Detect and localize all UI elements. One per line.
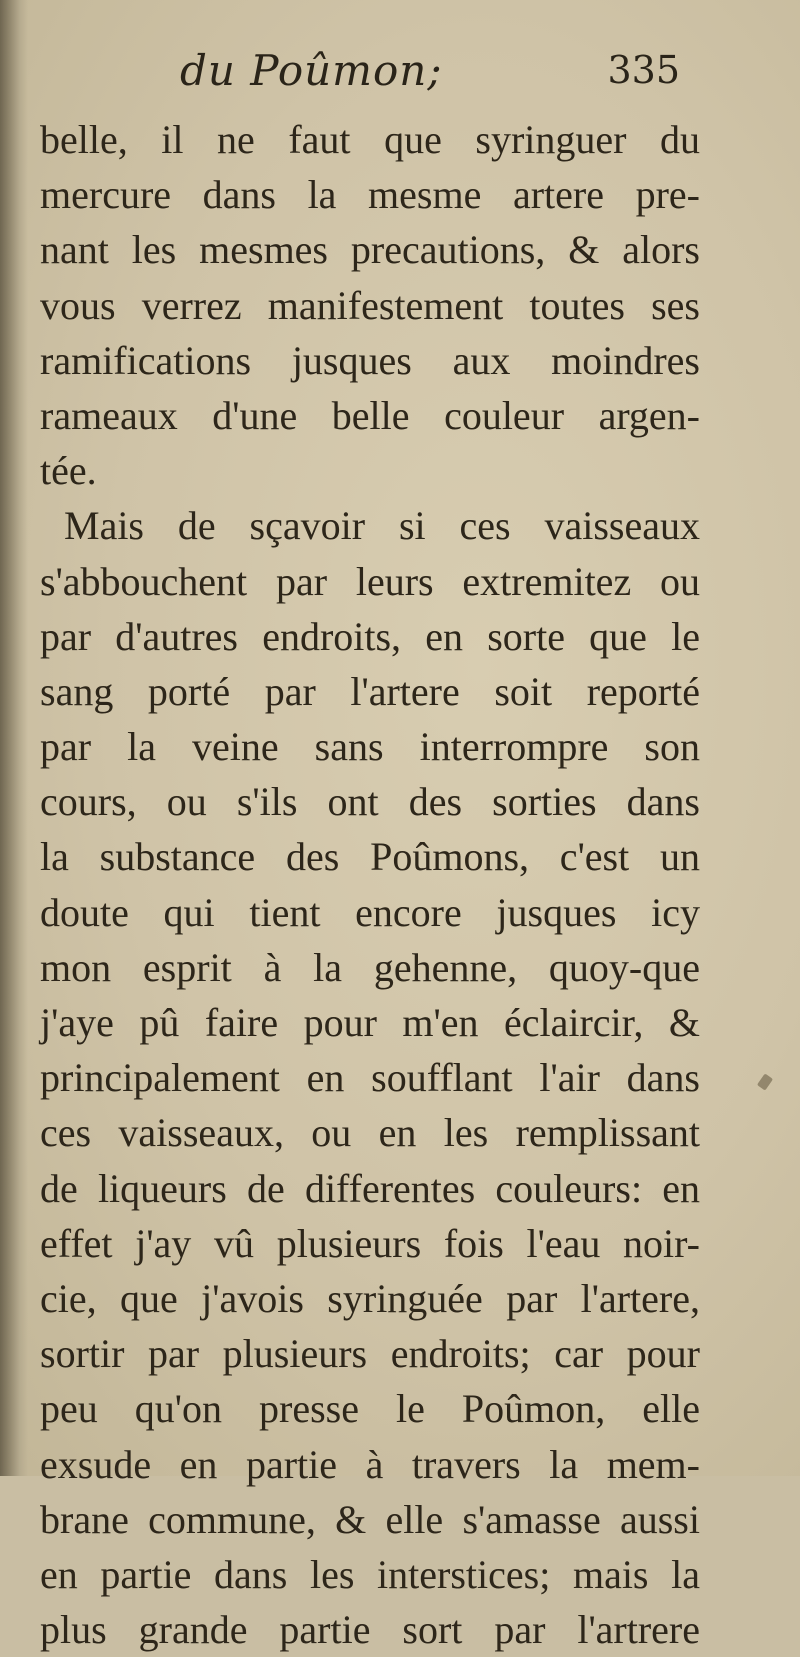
text-line: par la veine sans interrompre son xyxy=(40,724,700,770)
page-number: 335 xyxy=(607,48,680,92)
text-line: j'aye pû faire pour m'en éclaircir, & xyxy=(40,1000,700,1045)
text-line: principalement en soufflant l'air dans xyxy=(40,1055,700,1101)
text-line: ces vaisseaux, ou en les remplissant xyxy=(40,1110,700,1156)
text-line: nant les mesmes precautions, & alors xyxy=(40,227,700,273)
text-line: mon esprit à la gehenne, quoy-que xyxy=(40,944,700,990)
text-line: s'abbouchent par leurs extremitez ou xyxy=(40,558,700,604)
text-line: rameaux d'une belle couleur argen- xyxy=(40,392,700,438)
text-line: par d'autres endroits, en sorte que le xyxy=(40,613,700,659)
text-line: tée. xyxy=(40,448,97,494)
text-line: brane commune, & elle s'amasse aussi xyxy=(40,1496,700,1542)
text-line: en partie dans les interstices; mais la xyxy=(40,1551,700,1597)
text-line: effet j'ay vû plusieurs fois l'eau noir- xyxy=(40,1220,700,1266)
text-line: vous verrez manifestement toutes ses xyxy=(40,282,700,328)
text-line: plus grande partie sort par l'artrere xyxy=(40,1607,700,1653)
text-line: la substance des Poûmons, c'est un xyxy=(40,834,700,880)
text-line: Mais de sçavoir si ces vaisseaux xyxy=(64,503,700,549)
binding-shadow xyxy=(0,0,28,1476)
text-line: mercure dans la mesme artere pre- xyxy=(40,172,700,218)
running-title: du Poûmon; xyxy=(180,46,443,95)
text-line: peu qu'on presse le Poûmon, elle xyxy=(40,1386,700,1432)
page-header xyxy=(180,38,680,100)
text-line: belle, il ne faut que syringuer du xyxy=(40,117,700,162)
body-text xyxy=(40,112,700,1657)
text-line: doute qui tient encore jusques icy xyxy=(40,889,700,935)
text-line: sortir par plusieurs endroits; car pour xyxy=(40,1331,700,1377)
text-line: de liqueurs de differentes couleurs: en xyxy=(40,1165,700,1211)
text-line: ramifications jusques aux moindres xyxy=(40,337,700,383)
text-line: exsude en partie à travers la mem- xyxy=(40,1441,700,1487)
ink-smudge xyxy=(757,1073,773,1090)
text-line: cie, que j'avois syringuée par l'artere, xyxy=(40,1275,700,1321)
text-line: cours, ou s'ils ont des sorties dans xyxy=(40,779,700,825)
text-line: sang porté par l'artere soit reporté xyxy=(40,668,700,714)
